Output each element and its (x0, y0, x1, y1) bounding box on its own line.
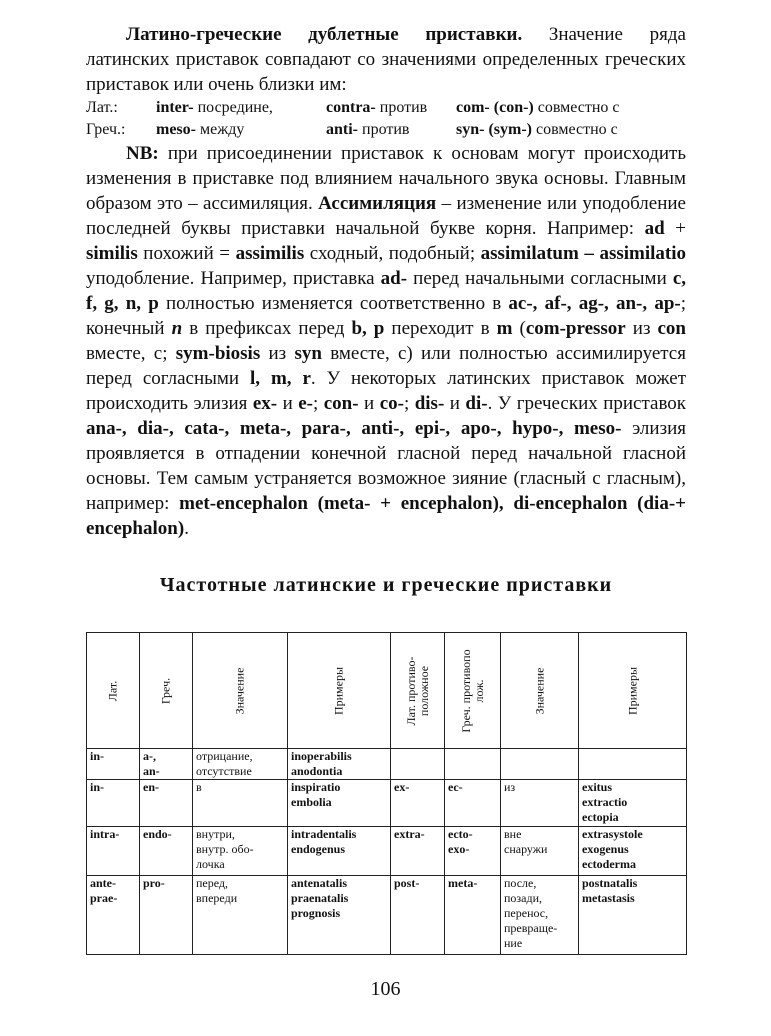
cell-line: in- (90, 780, 105, 794)
table-cell-examples (288, 749, 391, 780)
header-cell: Греч. противопо лож. (445, 633, 501, 749)
header-cell: Значение (501, 633, 579, 749)
table-cell-lat (87, 749, 140, 780)
table-cell-gr (140, 876, 193, 955)
cell-line: ectoderma (582, 857, 636, 871)
cell-line: ectopia (582, 810, 619, 824)
cell-line: ние (504, 936, 523, 950)
cell-line: extractio (582, 795, 628, 809)
table-cell-meaning (193, 827, 288, 876)
cell-line: meta- (448, 876, 478, 890)
table-cell-lat-opp (391, 827, 445, 876)
cell-line: anodontia (291, 764, 343, 778)
table-cell-lat-opp (391, 749, 445, 780)
cell-line: extrasystole (582, 827, 643, 841)
cell-line: exo- (448, 842, 470, 856)
table-cell-meaning (193, 876, 288, 955)
cell-line: inoperabilis (291, 749, 352, 763)
nb-paragraph: NB: при присоединении приставок к основам могут происходить изменения в приставке под влиянием начального звука основы. Главным образом это – ассимиляция. Ассимиляция – изменение или уподобление последней буквы приставки начальной букве корня. Например: ad + similis похожий = assimilis сходный, подобный; assimilatum – assimilatio уподобление. Например, приставка ad- перед начальными согласными c, f, g, n, p полностью изменяется соответственно в ac-, af-, ag-, an-, ap-; конечный n в префиксах перед b, p переходит в m (com-pressor из con вместе, с; sym-biosis из syn вместе, с) или полностью ассимилируется перед согласными l, m, r. У некоторых латинских приставок может происходить элизия ex- и e-; con- и co-; dis- и di-. У греческих приставок ana-, dia-, cata-, meta-, para-, anti-, epi-, apo-, hypo-, meso- элизия проявляется в отпадении конечной гласной перед начальной гласной основы. Тем самым устраняется возможное зияние (гласный с гласным), например: met-encephalon (meta- + encephalon), di-encephalon (dia-+ encephalon). (86, 143, 687, 539)
nb-label: NB: (126, 143, 159, 164)
cell-line: внутри, (196, 827, 235, 841)
header-cell: Лат. (87, 633, 140, 749)
cell-line: ex- (394, 780, 410, 794)
cell-line: перед, (196, 876, 229, 890)
cell-line: отсутствие (196, 764, 252, 778)
cell-line: из (504, 780, 516, 794)
cell-line: endo- (143, 827, 172, 841)
table-cell-lat (87, 827, 140, 876)
table-cell-examples-opp (579, 780, 687, 827)
table-cell-meaning-opp (501, 827, 579, 876)
table-cell-lat (87, 780, 140, 827)
cell-line: postnatalis (582, 876, 638, 890)
prefix-row-latin (86, 97, 686, 119)
header-cell: Примеры (579, 633, 687, 749)
cell-line: превраще- (504, 921, 558, 935)
header-cell: Примеры (288, 633, 391, 749)
table-title: Частотные латинские и греческие приставки (159, 574, 613, 596)
cell-line: metastasis (582, 891, 635, 905)
table-cell-gr-opp (445, 827, 501, 876)
table-cell-gr-opp (445, 780, 501, 827)
cell-line: in- (90, 749, 105, 763)
header-cell: Лат. противо-положное (391, 633, 445, 749)
header-cell: Греч. (140, 633, 193, 749)
cell-line: praenatalis (291, 891, 349, 905)
cell-line: prae- (90, 891, 118, 905)
table-cell-lat-opp (391, 780, 445, 827)
section-heading: Латино-греческие дублетные приставки. (126, 24, 523, 45)
cell-line: antenatalis (291, 876, 348, 890)
cell-line: extra- (394, 827, 425, 841)
cell-line: exitus (582, 780, 612, 794)
prefix-row-label: Лат.: (86, 99, 118, 116)
table-cell-gr-opp (445, 876, 501, 955)
cell-line: впереди (196, 891, 238, 905)
prefix-row-greek (86, 119, 686, 141)
table-cell-gr-opp (445, 749, 501, 780)
intro-paragraph (86, 22, 686, 97)
cell-line: embolia (291, 795, 332, 809)
intro-text: Значение ряда латинских приставок совпадают со значениями определенных греческих приставок или очень близки им: (86, 24, 686, 95)
cell-line: позади, (504, 891, 543, 905)
table-cell-meaning-opp (501, 780, 579, 827)
table-cell-meaning (193, 780, 288, 827)
cell-line: ecto- (448, 827, 473, 841)
prefix-cell: syn- (sym-) совместно с (456, 121, 618, 138)
table-cell-examples (288, 827, 391, 876)
table-row (87, 780, 687, 827)
table-cell-lat-opp (391, 876, 445, 955)
cell-line: an- (143, 764, 160, 778)
prefix-cell: meso- между (156, 121, 245, 138)
page-number: 106 (370, 978, 401, 1000)
table-cell-examples-opp (579, 876, 687, 955)
cell-line: в (196, 780, 202, 794)
table-row (87, 827, 687, 876)
cell-line: exogenus (582, 842, 629, 856)
table-cell-gr (140, 749, 193, 780)
table-cell-examples-opp (579, 827, 687, 876)
cell-line: снаружи (504, 842, 548, 856)
table-cell-examples (288, 876, 391, 955)
prefix-cell: com- (con-) совместно с (456, 99, 620, 116)
table-cell-gr (140, 827, 193, 876)
cell-line: внутр. обо- (196, 842, 254, 856)
table-cell-meaning (193, 749, 288, 780)
cell-line: отрицание, (196, 749, 253, 763)
cell-line: ec- (448, 780, 463, 794)
cell-line: intra- (90, 827, 120, 841)
prefix-cell: contra- против (326, 99, 428, 116)
table-cell-examples (288, 780, 391, 827)
table-row (87, 749, 687, 780)
cell-line: после, (504, 876, 537, 890)
page-body (86, 22, 686, 597)
cell-line: post- (394, 876, 420, 890)
table-cell-gr (140, 780, 193, 827)
cell-line: en- (143, 780, 159, 794)
cell-line: prognosis (291, 906, 341, 920)
cell-line: a-, (143, 749, 156, 763)
cell-line: ante- (90, 876, 116, 890)
cell-line: pro- (143, 876, 165, 890)
cell-line: intradentalis (291, 827, 357, 841)
prefix-row-label: Греч.: (86, 121, 126, 138)
prefix-cell: inter- посредине, (156, 99, 273, 116)
cell-line: inspiratio (291, 780, 341, 794)
cell-line: вне (504, 827, 522, 841)
table-cell-examples-opp (579, 749, 687, 780)
header-cell: Значение (193, 633, 288, 749)
table-header-row (87, 633, 687, 749)
prefix-table (86, 632, 687, 955)
table-cell-meaning-opp (501, 876, 579, 955)
table-row (87, 876, 687, 955)
cell-line: лочка (196, 857, 225, 871)
cell-line: перенос, (504, 906, 549, 920)
cell-line: endogenus (291, 842, 346, 856)
prefix-cell: anti- против (326, 121, 410, 138)
table-cell-lat (87, 876, 140, 955)
table-cell-meaning-opp (501, 749, 579, 780)
